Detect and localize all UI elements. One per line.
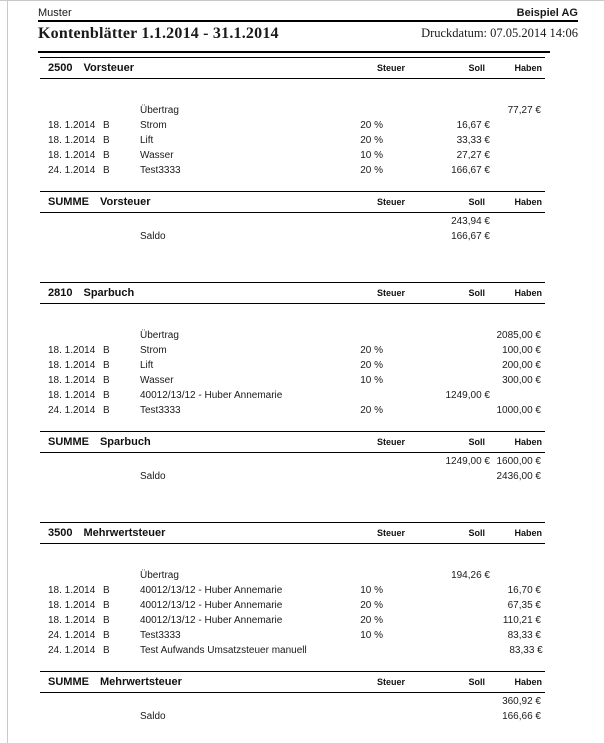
ledger-row — [40, 613, 545, 628]
account-summary — [40, 191, 545, 244]
print-date: Druckdatum: 07.05.2014 14:06 — [421, 26, 578, 40]
column-header-haben: Haben — [514, 288, 542, 298]
account-section — [40, 57, 545, 244]
row-date: 18. 1.2014 — [48, 150, 96, 161]
row-booking-type: B — [103, 135, 110, 146]
row-booking-type: B — [103, 645, 110, 656]
row-haben: 110,21 € — [502, 615, 541, 626]
account-number: 2810 — [48, 287, 73, 299]
company-name: Beispiel AG — [516, 7, 578, 19]
row-date: 18. 1.2014 — [48, 360, 96, 371]
column-header-soll: Soll — [468, 437, 485, 447]
row-text: Strom — [140, 345, 167, 356]
row-steuer: 20 % — [360, 615, 383, 626]
account-name: Sparbuch — [83, 287, 135, 299]
summary-total-haben: 360,92 € — [502, 696, 541, 707]
row-text: Übertrag — [140, 330, 179, 341]
ledger-row — [40, 103, 545, 118]
summary-saldo-soll: 166,67 € — [451, 231, 490, 242]
row-text: 40012/13/12 - Huber Annemarie — [140, 585, 283, 596]
summary-total-haben: 1600,00 € — [496, 456, 541, 467]
summary-saldo-haben: 166,66 € — [502, 711, 541, 722]
header-row-title — [38, 22, 578, 49]
ledger-row — [40, 358, 545, 373]
row-haben: 300,00 € — [502, 375, 541, 386]
account-title — [40, 62, 305, 74]
summary-label: SUMME — [48, 436, 89, 448]
row-date: 18. 1.2014 — [48, 585, 96, 596]
summary-saldo-row — [40, 469, 545, 484]
row-booking-type: B — [103, 630, 110, 641]
row-text: Lift — [140, 135, 154, 146]
row-booking-type: B — [103, 345, 110, 356]
row-date: 18. 1.2014 — [48, 600, 96, 611]
row-steuer: 20 % — [360, 165, 383, 176]
ledger-row — [40, 343, 545, 358]
summary-total-row — [40, 214, 545, 229]
row-haben: 67,35 € — [507, 600, 541, 611]
row-booking-type: B — [103, 405, 110, 416]
sender-name: Muster — [38, 7, 72, 19]
account-title — [40, 527, 305, 539]
account-header-band — [40, 522, 545, 544]
row-steuer: 20 % — [360, 405, 383, 416]
row-soll: 194,26 € — [451, 570, 490, 581]
summary-total-soll: 1249,00 € — [445, 456, 490, 467]
row-steuer: 20 % — [360, 600, 383, 611]
row-steuer: 20 % — [360, 135, 383, 146]
summary-label: SUMME — [48, 196, 89, 208]
row-date: 18. 1.2014 — [48, 375, 96, 386]
row-soll: 166,67 € — [451, 165, 490, 176]
row-booking-type: B — [103, 390, 110, 401]
row-text: 40012/13/12 - Huber Annemarie — [140, 615, 283, 626]
row-booking-type: B — [103, 360, 110, 371]
row-haben: 77,27 € — [507, 105, 541, 116]
saldo-label: Saldo — [140, 471, 166, 482]
column-header-steuer: Steuer — [376, 528, 405, 538]
summary-account-name: Mehrwertsteuer — [99, 676, 182, 688]
row-steuer: 20 % — [360, 345, 383, 356]
row-haben: 1000,00 € — [496, 405, 541, 416]
column-header-steuer: Steuer — [376, 437, 405, 447]
row-booking-type: B — [103, 600, 110, 611]
row-haben: 2085,00 € — [496, 330, 541, 341]
row-soll: 33,33 € — [456, 135, 490, 146]
account-rows — [40, 103, 545, 178]
row-haben: 100,00 € — [502, 345, 541, 356]
saldo-label: Saldo — [140, 231, 166, 242]
ledger-row — [40, 133, 545, 148]
summary-saldo-row — [40, 229, 545, 244]
column-header-steuer: Steuer — [376, 63, 405, 73]
account-summary — [40, 671, 545, 724]
header-row-company — [38, 0, 578, 19]
row-date: 18. 1.2014 — [48, 345, 96, 356]
row-steuer: 10 % — [360, 150, 383, 161]
saldo-label: Saldo — [140, 711, 166, 722]
account-rows — [40, 328, 545, 418]
summary-saldo-haben: 2436,00 € — [496, 471, 541, 482]
row-text: Übertrag — [140, 105, 179, 116]
summary-saldo-row — [40, 709, 545, 724]
report-title: Kontenblätter 1.1.2014 - 31.1.2014 — [38, 25, 279, 42]
ledger-row — [40, 163, 545, 178]
ledger-row — [40, 328, 545, 343]
row-booking-type: B — [103, 165, 110, 176]
summary-total-row — [40, 454, 545, 469]
column-header-soll: Soll — [468, 677, 485, 687]
row-date: 24. 1.2014 — [48, 165, 96, 176]
account-header-band — [40, 57, 545, 79]
summary-title — [40, 196, 305, 208]
row-text: Lift — [140, 360, 154, 371]
row-booking-type: B — [103, 150, 110, 161]
column-header-steuer: Steuer — [376, 677, 405, 687]
account-section — [40, 282, 545, 484]
account-title — [40, 287, 305, 299]
row-soll: 1249,00 € — [445, 390, 490, 401]
row-haben: 200,00 € — [502, 360, 541, 371]
account-summary — [40, 431, 545, 484]
row-booking-type: B — [103, 120, 110, 131]
summary-label: SUMME — [48, 676, 89, 688]
account-name: Mehrwertsteuer — [83, 527, 166, 539]
ledger-row — [40, 403, 545, 418]
summary-header-band — [40, 431, 545, 453]
header-divider-bottom — [38, 51, 550, 53]
page-left-edge — [7, 0, 8, 743]
summary-total-soll: 243,94 € — [451, 216, 490, 227]
row-text: Wasser — [140, 150, 174, 161]
column-header-haben: Haben — [514, 437, 542, 447]
account-header-band — [40, 282, 545, 304]
row-date: 18. 1.2014 — [48, 615, 96, 626]
ledger-row — [40, 148, 545, 163]
row-haben: 83,33 € — [509, 645, 543, 656]
summary-title — [40, 436, 305, 448]
column-header-haben: Haben — [514, 677, 542, 687]
row-text: 40012/13/12 - Huber Annemarie — [140, 390, 283, 401]
row-text: Test Aufwands Umsatzsteuer manuell — [140, 645, 307, 656]
account-rows — [40, 568, 545, 658]
summary-account-name: Vorsteuer — [99, 196, 151, 208]
row-date: 18. 1.2014 — [48, 120, 96, 131]
row-text: Test3333 — [140, 165, 181, 176]
ledger-row — [40, 118, 545, 133]
row-text: Test3333 — [140, 630, 181, 641]
account-name: Vorsteuer — [83, 62, 135, 74]
ledger-row — [40, 373, 545, 388]
row-text: Wasser — [140, 375, 174, 386]
ledger-row — [40, 643, 545, 658]
row-text: Test3333 — [140, 405, 181, 416]
row-text: 40012/13/12 - Huber Annemarie — [140, 600, 283, 611]
column-header-soll: Soll — [468, 528, 485, 538]
ledger-row — [40, 628, 545, 643]
summary-title — [40, 676, 305, 688]
column-header-soll: Soll — [468, 288, 485, 298]
row-date: 18. 1.2014 — [48, 135, 96, 146]
column-header-soll: Soll — [468, 63, 485, 73]
report-header — [38, 0, 578, 53]
row-date: 24. 1.2014 — [48, 405, 96, 416]
row-text: Strom — [140, 120, 167, 131]
row-haben: 16,70 € — [507, 585, 541, 596]
row-booking-type: B — [103, 585, 110, 596]
accounts-list — [40, 57, 545, 724]
ledger-row — [40, 598, 545, 613]
row-text: Übertrag — [140, 570, 179, 581]
column-header-soll: Soll — [468, 197, 485, 207]
row-booking-type: B — [103, 615, 110, 626]
account-number: 3500 — [48, 527, 73, 539]
summary-total-row — [40, 694, 545, 709]
ledger-row — [40, 388, 545, 403]
column-header-steuer: Steuer — [376, 288, 405, 298]
row-booking-type: B — [103, 375, 110, 386]
row-steuer: 10 % — [360, 585, 383, 596]
column-header-haben: Haben — [514, 63, 542, 73]
row-steuer: 20 % — [360, 360, 383, 371]
row-date: 24. 1.2014 — [48, 630, 96, 641]
row-soll: 27,27 € — [456, 150, 490, 161]
summary-header-band — [40, 671, 545, 693]
column-header-haben: Haben — [514, 197, 542, 207]
summary-account-name: Sparbuch — [99, 436, 151, 448]
row-haben: 83,33 € — [507, 630, 541, 641]
row-date: 24. 1.2014 — [48, 645, 96, 656]
row-steuer: 10 % — [360, 630, 383, 641]
account-number: 2500 — [48, 62, 73, 74]
column-header-steuer: Steuer — [376, 197, 405, 207]
ledger-row — [40, 583, 545, 598]
summary-header-band — [40, 191, 545, 213]
account-section — [40, 522, 545, 724]
ledger-row — [40, 568, 545, 583]
row-soll: 16,67 € — [456, 120, 490, 131]
column-header-haben: Haben — [514, 528, 542, 538]
row-steuer: 20 % — [360, 120, 383, 131]
row-steuer: 10 % — [360, 375, 383, 386]
row-date: 18. 1.2014 — [48, 390, 96, 401]
